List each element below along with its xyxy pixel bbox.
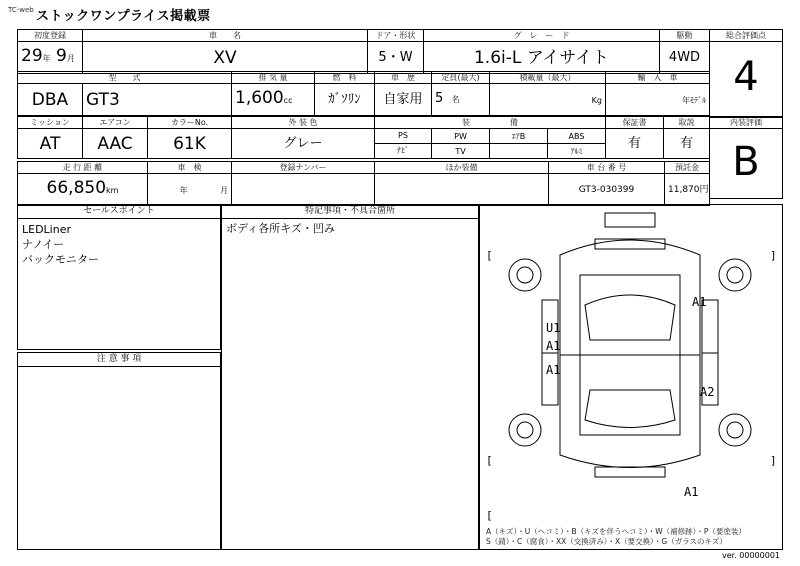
notes-box [17,352,221,550]
row-first-registration [17,29,710,74]
first-reg-month: 9 [56,46,67,66]
label-capacity: 定員(最大) [432,72,490,84]
label-drive: 駆動 [660,30,710,42]
label-load: 積載量（最大） [490,72,606,84]
model-year-unit: 年ﾓﾃﾞﾙ [682,96,706,105]
label-chassis-no: 車 台 番 号 [549,162,665,174]
remarks-box [221,204,479,550]
exterior-value: グレー [232,129,375,159]
notes-title: 注 意 事 項 [18,353,220,367]
sales-points-list [18,219,220,267]
color-no-value: 61K [148,129,232,159]
damage-legend-line: S（錆）・C（腐食）・XX（交換済み）・X（要交換）・G（ガラスのキズ） [486,537,727,546]
damage-mark-door: A1 [546,363,561,377]
damage-legend [486,527,778,547]
manual-value: 有 [664,129,710,159]
damage-mark-hood-dent: U1 [546,321,561,335]
equipment-alloy: ｱﾙﾐ [548,144,606,159]
equipment-tv: TV [432,144,490,159]
row-mileage [17,161,710,206]
remarks-title: 特記事項・不具合箇所 [222,205,478,219]
bracket-close-tr: ] [770,249,777,262]
sales-points-box [17,204,221,350]
label-exterior: 外 装 色 [232,117,375,129]
warranty-value: 有 [606,129,664,159]
label-door-type: ドア・形状 [368,30,424,42]
sales-point-item: LEDLiner [22,223,71,236]
kg-unit: Kg [591,96,602,105]
sales-points-title: セールスポイント [18,205,220,219]
label-model: 型 式 [18,72,232,84]
chassis-no-value: GT3-030399 [549,174,665,206]
sales-point-item: ナノイー [22,238,65,251]
capacity-value: 5 [435,91,444,106]
row-mission [17,116,710,159]
label-equipment: 装 備 [375,117,606,129]
equipment-abs: ABS [548,129,606,144]
deposit-value: 11,870 [668,184,700,195]
year-unit: 年 [42,54,51,63]
label-plate: 登録ナンバー [232,162,375,174]
displacement-cell [232,84,315,116]
damage-mark-rear-door: A2 [700,385,715,399]
car-name-value: XV [83,42,368,74]
label-fuel: 燃 料 [315,72,375,84]
label-color-no: カラーNo. [148,117,232,129]
remarks-text: ボディ各所キズ・凹み [226,222,335,235]
damage-legend-line: A（キズ）・U（ヘコミ）・B（キズを伴うヘコミ）・W（補修跡）・P（要塗装） [486,527,746,536]
inspection-year-unit: 年 [179,186,188,195]
sales-point-item: バックモニター [22,253,99,266]
equipment-pw: PW [432,129,490,144]
displacement-value: 1,600 [235,88,284,108]
overall-score-box [709,29,783,118]
persons-unit: 名 [451,95,460,104]
door-type-value: 5・W [368,42,424,74]
page-title: ストックワンプライス掲載票 [36,9,211,24]
km-unit: km [106,186,119,195]
label-first-reg: 初度登録 [18,30,83,42]
aircon-value: AAC [83,129,148,159]
damage-mark-hood: A1 [546,339,561,353]
bracket-close-br: ] [770,454,777,467]
row-model [17,71,710,116]
grade-value: 1.6i-L アイサイト [424,42,660,74]
label-aircon: エアコン [83,117,148,129]
load-cell [490,84,606,116]
damage-diagram-box [479,204,783,550]
interior-score-box [709,116,783,199]
damage-mark-fender: A1 [692,295,707,309]
inspection-cell [148,174,232,206]
bracket-open-legend: [ [486,509,493,522]
label-car-name: 車 名 [83,30,368,42]
equipment-navi: ﾅﾋﾞ [375,144,432,159]
label-import: 輸 入 車 [606,72,710,84]
drive-value: 4WD [660,42,710,74]
inspection-month-unit: 月 [220,186,228,195]
yen-unit: 円 [699,184,709,195]
car-outline-diagram [480,205,782,495]
label-interior-score: 内装評価 [710,117,782,129]
month-unit: 月 [66,54,75,63]
bracket-open-bl: [ [486,454,493,467]
label-manual: 取説 [664,117,710,129]
bracket-open-tl: [ [486,249,493,262]
label-inspection: 車 検 [148,162,232,174]
import-cell [606,84,710,116]
version-label: ver. 00000001 [721,551,780,560]
mileage-cell [18,174,148,206]
equipment-empty [490,144,548,159]
label-grade: グ レ ー ド [424,30,660,42]
label-mission: ミッション [18,117,83,129]
model-prefix-value: DBA [18,84,83,116]
fuel-value: ｶﾞｿﾘﾝ [315,84,375,116]
label-deposit: 預託金 [665,162,710,174]
mission-value: AT [18,129,83,159]
capacity-cell [432,84,490,116]
other-equipment-value [375,174,549,206]
history-value: 自家用 [375,84,432,116]
first-reg-year: 29 [21,46,43,66]
label-mileage: 走 行 距 離 [18,162,148,174]
overall-score-value: 4 [733,54,759,100]
deposit-cell [665,174,710,206]
first-reg-cell [18,42,83,74]
interior-score-value: B [732,139,760,185]
label-other-equipment: ほか装備 [375,162,549,174]
brand-logo: TC-web [8,6,34,14]
cc-unit: cc [283,96,293,105]
equipment-airbag: ｴｱB [490,129,548,144]
label-warranty: 保証書 [606,117,664,129]
label-displacement: 排 気 量 [232,72,315,84]
damage-mark-rear-bumper: A1 [684,485,699,499]
equipment-ps: PS [375,129,432,144]
mileage-value: 66,850 [46,178,107,198]
label-history: 車 歴 [375,72,432,84]
label-overall-score: 総合評価点 [710,30,782,42]
model-value: GT3 [83,84,232,116]
plate-value [232,174,375,206]
